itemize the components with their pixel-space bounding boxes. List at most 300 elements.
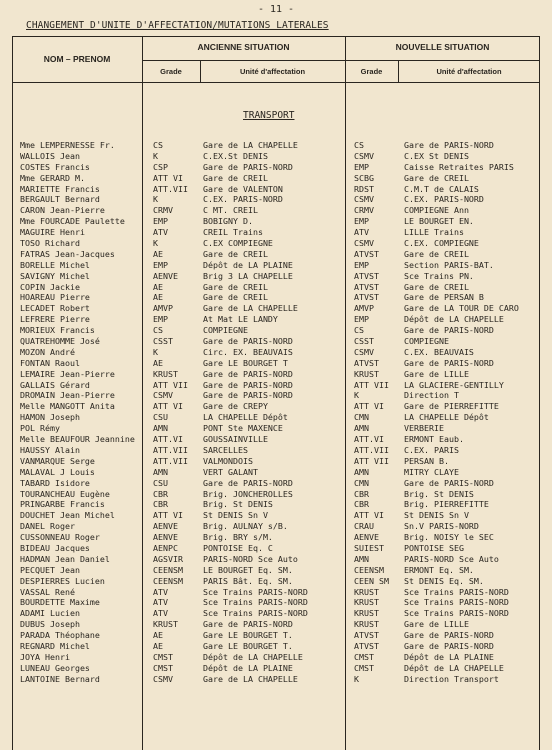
cell-new-unit: Gare de PARIS-NORD [404, 140, 494, 150]
cell-name: LEMAIRE Jean-Pierre [20, 368, 115, 379]
table-row [0, 674, 552, 685]
cell-new-grade: CSST [354, 336, 374, 347]
cell-new-grade: ATT.VII [354, 444, 389, 455]
cell-old-unit: Gare de LA CHAPELLE [203, 140, 298, 150]
cell-new-unit: COMPIEGNE [404, 336, 449, 347]
cell-new-unit: C.M.T de CALAIS [404, 183, 479, 194]
cell-old-grade: EMP [153, 314, 168, 325]
cell-old-unit: PARIS Bât. Eq. SM. [203, 575, 293, 586]
cell-old-grade: ATT VI [153, 172, 183, 183]
cell-new-grade: KRUST [354, 586, 379, 597]
cell-old-grade: CSU [153, 412, 168, 423]
cell-name: GALLAIS Gérard [20, 379, 90, 390]
cell-old-unit: Dépôt de LA CHAPELLE [203, 651, 303, 662]
cell-old-grade: ATT.VI [153, 434, 183, 445]
cell-new-grade: CBR [354, 488, 369, 499]
cell-old-unit: Gare de LA CHAPELLE [203, 303, 298, 314]
cell-old-grade: AE [153, 281, 163, 292]
table-row [0, 227, 552, 238]
table-row [0, 565, 552, 576]
cell-new-grade: K [354, 673, 359, 684]
table-row [0, 336, 552, 347]
cell-new-unit: Caisse Retraites PARIS [404, 161, 514, 172]
table-row [0, 543, 552, 554]
header-new-situation: NOUVELLE SITUATION [395, 42, 490, 52]
cell-old-grade: ATV [153, 227, 168, 238]
cell-new-unit: LE BOURGET EN. [404, 216, 474, 227]
cell-new-unit: Gare de LILLE [404, 619, 469, 630]
table-row [0, 499, 552, 510]
cell-new-grade: CMST [354, 651, 374, 662]
table-row [0, 587, 552, 598]
table-row [0, 194, 552, 205]
cell-name: PRINGARBE Francis [20, 499, 105, 510]
cell-old-grade: K [153, 150, 158, 161]
cell-new-unit: C.EX. PARIS-NORD [404, 194, 484, 205]
cell-new-unit: Gare de PARIS-NORD [404, 640, 494, 651]
table-row [0, 140, 552, 151]
table-row [0, 423, 552, 434]
cell-old-unit: Gare de PARIS-NORD [203, 336, 293, 347]
cell-old-unit: SARCELLES [203, 444, 248, 455]
header-name: NOM – PRENOM [43, 54, 111, 64]
cell-new-grade: ATVST [354, 640, 379, 651]
cell-name: BORELLE Michel [20, 259, 90, 270]
header-new-grade: Grade [360, 67, 383, 76]
cell-new-grade: EMP [354, 259, 369, 270]
cell-new-grade: AMN [354, 466, 369, 477]
table-row [0, 347, 552, 358]
cell-name: MORIEUX Francis [20, 325, 95, 336]
cell-new-grade: CS [354, 140, 364, 150]
cell-name: QUATREHOMME José [20, 336, 100, 347]
cell-name: MALAVAL J Louis [20, 466, 95, 477]
cell-new-unit: Gare de PARIS-NORD [404, 477, 494, 488]
table-row [0, 151, 552, 162]
cell-name: HAMON Joseph [20, 412, 80, 423]
header-new-unit: Unité d'affectation [436, 67, 502, 76]
header-old-unit: Unité d'affectation [239, 67, 306, 76]
table-row [0, 641, 552, 652]
cell-old-unit: Sce Trains PARIS-NORD [203, 597, 308, 608]
cell-old-grade: ATV [153, 608, 168, 619]
cell-old-unit: Gare LE BOURGET T. [203, 640, 293, 651]
cell-new-unit: Dépôt de LA PLAINE [404, 651, 494, 662]
cell-new-grade: CBR [354, 499, 369, 510]
cell-new-unit: Sce Trains PARIS-NORD [404, 597, 509, 608]
cell-old-grade: KRUST [153, 619, 178, 630]
cell-name: MOZON André [20, 346, 75, 357]
cell-name: FONTAN Raoul [20, 357, 80, 368]
cell-new-grade: ATT VII [354, 379, 389, 390]
table-row [0, 282, 552, 293]
cell-new-unit: MITRY CLAYE [404, 466, 459, 477]
cell-old-unit: St DENIS Sn V [203, 510, 268, 521]
cell-name: Mme FOURCADE Paulette [20, 216, 125, 227]
cell-new-unit: Direction Transport [404, 673, 499, 684]
table-row [0, 532, 552, 543]
cell-new-unit: Gare de PERSAN B [404, 292, 484, 303]
cell-new-grade: KRUST [354, 608, 379, 619]
cell-old-grade: ATT VI [153, 401, 183, 412]
cell-new-grade: KRUST [354, 368, 379, 379]
table-row [0, 412, 552, 423]
cell-new-grade: CRMV [354, 205, 374, 216]
cell-name: VANMARQUE Serge [20, 455, 95, 466]
cell-old-unit: PONT Ste MAXENCE [203, 423, 283, 434]
cell-name: ADAMI Lucien [20, 608, 80, 619]
cell-name: COPIN Jackie [20, 281, 80, 292]
cell-name: HAUSSY Alain [20, 444, 80, 455]
cell-name: FATRAS Jean-Jacques [20, 248, 115, 259]
cell-old-unit: COMPIEGNE [203, 325, 248, 336]
table-row [0, 314, 552, 325]
cell-new-unit: Sce Trains PARIS-NORD [404, 608, 509, 619]
cell-new-unit: Section PARIS-BAT. [404, 259, 494, 270]
cell-new-unit: Sce Trains PARIS-NORD [404, 586, 509, 597]
cell-name: BOURDETTE Maxime [20, 597, 100, 608]
cell-name: DOUCHET Jean Michel [20, 510, 115, 521]
cell-new-grade: ATT VI [354, 401, 384, 412]
cell-old-grade: AENPC [153, 542, 178, 553]
cell-old-grade: ATT VI [153, 510, 183, 521]
cell-old-unit: Gare de PARIS-NORD [203, 161, 293, 172]
cell-new-unit: LILLE Trains [404, 227, 464, 238]
cell-new-unit: Gare de CREIL [404, 281, 469, 292]
cell-new-grade: ATV [354, 227, 369, 238]
table-row [0, 390, 552, 401]
cell-name: LECADET Robert [20, 303, 90, 314]
cell-name: TOURANCHEAU Eugène [20, 488, 110, 499]
cell-old-unit: Gare de CREIL [203, 248, 268, 259]
cell-new-unit: Gare de PARIS-NORD [404, 357, 494, 368]
cell-old-grade: CSMV [153, 390, 173, 401]
table-row [0, 434, 552, 445]
cell-new-grade: CSMV [354, 150, 374, 161]
table-row [0, 184, 552, 195]
cell-old-unit: CREIL Trains [203, 227, 263, 238]
cell-old-unit: LE BOURGET Eq. SM. [203, 564, 293, 575]
cell-new-unit: LA GLACIERE-GENTILLY [404, 379, 504, 390]
cell-new-unit: Gare de PIERREFITTE [404, 401, 499, 412]
cell-old-grade: CMST [153, 662, 173, 673]
cell-new-grade: EMP [354, 161, 369, 172]
cell-name: DESPIERRES Lucien [20, 575, 105, 586]
table-row [0, 576, 552, 587]
cell-old-grade: CSP [153, 161, 168, 172]
cell-new-unit: Gare de PARIS-NORD [404, 630, 494, 641]
cell-new-grade: ATVST [354, 357, 379, 368]
cell-old-grade: CSMV [153, 673, 173, 684]
cell-old-unit: Brig. St DENIS [203, 499, 273, 510]
cell-old-grade: ATV [153, 597, 168, 608]
cell-old-unit: Sce Trains PARIS-NORD [203, 586, 308, 597]
table-row [0, 162, 552, 173]
cell-new-grade: CMN [354, 477, 369, 488]
cell-new-unit: Gare de LA TOUR DE CARO [404, 303, 519, 314]
cell-old-grade: AE [153, 292, 163, 303]
cell-name: Melle MANGOTT Anita [20, 401, 115, 412]
cell-old-unit: Brig. BRY s/M. [203, 532, 273, 543]
cell-new-grade: CEEN SM [354, 575, 389, 586]
cell-old-grade: AGSVIR [153, 553, 183, 564]
table-row [0, 325, 552, 336]
cell-old-grade: CSST [153, 336, 173, 347]
cell-new-grade: EMP [354, 314, 369, 325]
cell-old-grade: ATT.VII [153, 183, 188, 194]
cell-old-unit: VALMONDOIS [203, 455, 253, 466]
cell-name: CUSSONNEAU Roger [20, 532, 100, 543]
cell-name: MAGUIRE Henri [20, 227, 85, 238]
cell-new-unit: C.EX St DENIS [404, 150, 469, 161]
table-row [0, 554, 552, 565]
header-old-grade: Grade [160, 67, 182, 76]
table-row [0, 619, 552, 630]
table-row [0, 510, 552, 521]
cell-new-grade: CRAU [354, 521, 374, 532]
cell-new-grade: ATVST [354, 248, 379, 259]
cell-old-unit: Gare de CREIL [203, 292, 268, 303]
cell-new-grade: AMN [354, 553, 369, 564]
cell-new-unit: Sce Trains PN. [404, 270, 474, 281]
cell-new-grade: ATT VII [354, 455, 389, 466]
cell-old-grade: AMN [153, 466, 168, 477]
cell-name: CARON Jean-Pierre [20, 205, 105, 216]
table-row [0, 292, 552, 303]
cell-old-grade: AENVE [153, 532, 178, 543]
cell-new-grade: ATVST [354, 270, 379, 281]
cell-name: BERGAULT Bernard [20, 194, 100, 205]
cell-new-unit: Brig. PIERREFITTE [404, 499, 489, 510]
cell-old-unit: Dépôt de LA PLAINE [203, 662, 293, 673]
cell-old-unit: C.EX COMPIEGNE [203, 238, 273, 249]
cell-new-unit: Gare de PARIS-NORD [404, 325, 494, 336]
cell-old-unit: Gare LE BOURGET T. [203, 630, 293, 641]
cell-old-unit: C.EX. PARIS-NORD [203, 194, 283, 205]
table-row [0, 303, 552, 314]
cell-name: PECQUET Jean [20, 564, 80, 575]
cell-new-unit: COMPIEGNE Ann [404, 205, 469, 216]
cell-new-grade: RDST [354, 183, 374, 194]
cell-old-grade: CS [153, 325, 163, 336]
cell-old-unit: C MT. CREIL [203, 205, 258, 216]
table-row [0, 456, 552, 467]
cell-new-grade: SUIEST [354, 542, 384, 553]
cell-name: TOSO Richard [20, 238, 80, 249]
table-row [0, 260, 552, 271]
cell-name: SAVIGNY Michel [20, 270, 90, 281]
cell-name: TABARD Isidore [20, 477, 90, 488]
cell-old-grade: AE [153, 640, 163, 651]
table-row [0, 380, 552, 391]
cell-old-unit: Gare de LA CHAPELLE [203, 673, 298, 684]
cell-old-unit: Gare de PARIS-NORD [203, 379, 293, 390]
cell-old-unit: Gare de VALENTON [203, 183, 283, 194]
cell-new-unit: C.EX. COMPIEGNE [404, 238, 479, 249]
table-row [0, 521, 552, 532]
cell-new-unit: Gare de LILLE [404, 368, 469, 379]
cell-new-grade: CS [354, 325, 364, 336]
cell-old-unit: PARIS-NORD Sce Auto [203, 553, 298, 564]
header-divider [142, 60, 540, 61]
cell-old-grade: CBR [153, 488, 168, 499]
cell-name: DUBUS Joseph [20, 619, 80, 630]
cell-old-grade: AE [153, 630, 163, 641]
cell-new-unit: PERSAN B. [404, 455, 449, 466]
cell-old-grade: AE [153, 248, 163, 259]
cell-name: HOAREAU Pierre [20, 292, 90, 303]
table-row [0, 401, 552, 412]
cell-old-unit: GOUSSAINVILLE [203, 434, 268, 445]
cell-old-unit: Gare de PARIS-NORD [203, 368, 293, 379]
table-row [0, 608, 552, 619]
cell-name: JOYA Henri [20, 651, 70, 662]
cell-new-unit: Dépôt de LA CHAPELLE [404, 662, 504, 673]
table-row [0, 652, 552, 663]
cell-new-grade: AMN [354, 423, 369, 434]
cell-new-unit: PARIS-NORD Sce Auto [404, 553, 499, 564]
cell-new-grade: KRUST [354, 619, 379, 630]
cell-old-unit: VERT GALANT [203, 466, 258, 477]
cell-new-grade: CSMV [354, 346, 374, 357]
cell-old-unit: Gare de CREIL [203, 281, 268, 292]
cell-new-grade: ATVST [354, 292, 379, 303]
cell-new-unit: LA CHAPELLE Dépôt [404, 412, 489, 423]
section-title: TRANSPORT [243, 110, 295, 121]
cell-old-grade: CEENSM [153, 564, 183, 575]
cell-new-unit: C.EX. PARIS [404, 444, 459, 455]
cell-name: DANEL Roger [20, 521, 75, 532]
cell-name: LUNEAU Georges [20, 662, 90, 673]
cell-new-unit: ERMONT Eq. SM. [404, 564, 474, 575]
cell-old-grade: KRUST [153, 368, 178, 379]
cell-name: DROMAIN Jean-Pierre [20, 390, 115, 401]
cell-new-grade: SCBG [354, 172, 374, 183]
cell-old-grade: CMST [153, 651, 173, 662]
document-title: CHANGEMENT D'UNITE D'AFFECTATION/MUTATIONS LATERALES [26, 20, 329, 31]
cell-name: Mme GERARD M. [20, 172, 85, 183]
cell-new-grade: ATT VI [354, 510, 384, 521]
page-number: - 11 - [257, 4, 295, 15]
header-bottom-line [12, 82, 540, 83]
cell-old-grade: ATT VII [153, 379, 188, 390]
table-row [0, 205, 552, 216]
cell-new-unit: St DENIS Sn V [404, 510, 469, 521]
table-row [0, 489, 552, 500]
cell-old-grade: EMP [153, 216, 168, 227]
cell-old-unit: Gare de CREIL [203, 172, 268, 183]
cell-new-grade: CSMV [354, 238, 374, 249]
cell-old-grade: AENVE [153, 270, 178, 281]
cell-name: POL Rémy [20, 423, 60, 434]
cell-new-grade: ATVST [354, 630, 379, 641]
cell-new-unit: Brig. St DENIS [404, 488, 474, 499]
table-row [0, 369, 552, 380]
table-row [0, 358, 552, 369]
cell-new-grade: CEENSM [354, 564, 384, 575]
cell-old-unit: Dépôt de LA PLAINE [203, 259, 293, 270]
table-row [0, 597, 552, 608]
cell-old-grade: AE [153, 357, 163, 368]
cell-new-grade: CSMV [354, 194, 374, 205]
cell-old-grade: AMN [153, 423, 168, 434]
cell-old-grade: CEENSM [153, 575, 183, 586]
cell-name: PARADA Théophane [20, 630, 100, 641]
cell-old-unit: Brig 3 LA CHAPELLE [203, 270, 293, 281]
table-row [0, 216, 552, 227]
table-row [0, 663, 552, 674]
cell-name: Melle BEAUFOUR Jeannine [20, 434, 135, 445]
cell-new-unit: Sn.V PARIS-NORD [404, 521, 479, 532]
cell-new-grade: CMN [354, 412, 369, 423]
cell-new-grade: ATVST [354, 281, 379, 292]
cell-old-unit: Brig. AULNAY s/B. [203, 521, 288, 532]
cell-new-unit: PONTOISE SEG [404, 542, 464, 553]
cell-old-unit: Gare de PARIS-NORD [203, 619, 293, 630]
table-row [0, 173, 552, 184]
cell-new-unit: ERMONT Eaub. [404, 434, 464, 445]
cell-new-unit: C.EX. BEAUVAIS [404, 346, 474, 357]
cell-new-unit: Brig. NOISY le SEC [404, 532, 494, 543]
cell-new-unit: Gare de CREIL [404, 172, 469, 183]
cell-old-unit: BOBIGNY D. [203, 216, 253, 227]
cell-new-unit: VERBERIE [404, 423, 444, 434]
cell-old-unit: PONTOISE Eq. C [203, 542, 273, 553]
cell-new-grade: CMST [354, 662, 374, 673]
cell-new-unit: Gare de CREIL [404, 248, 469, 259]
cell-old-unit: Gare de PARIS-NORD [203, 390, 293, 401]
cell-old-grade: AMVP [153, 303, 173, 314]
cell-new-grade: ATT.VI [354, 434, 384, 445]
cell-new-grade: AMVP [354, 303, 374, 314]
cell-name: WALLOIS Jean [20, 150, 80, 161]
cell-old-grade: ATT.VII [153, 444, 188, 455]
cell-name: COSTES Francis [20, 161, 90, 172]
cell-name: VASSAL René [20, 586, 75, 597]
table-row [0, 467, 552, 478]
cell-old-grade: AENVE [153, 521, 178, 532]
cell-old-unit: At Mat LE LANDY [203, 314, 278, 325]
cell-old-grade: CBR [153, 499, 168, 510]
table-row [0, 271, 552, 282]
table-body [0, 140, 552, 685]
table-row [0, 630, 552, 641]
cell-new-grade: EMP [354, 216, 369, 227]
cell-old-unit: Gare de PARIS-NORD [203, 477, 293, 488]
cell-old-unit: C.EX.St DENIS [203, 150, 268, 161]
cell-old-grade: ATT.VII [153, 455, 188, 466]
cell-old-grade: K [153, 194, 158, 205]
cell-name: REGNARD Michel [20, 640, 90, 651]
header-old-situation: ANCIENNE SITUATION [197, 42, 290, 52]
cell-old-unit: Circ. EX. BEAUVAIS [203, 346, 293, 357]
cell-new-unit: St DENIS Eq. SM. [404, 575, 484, 586]
cell-old-grade: CRMV [153, 205, 173, 216]
cell-old-unit: Gare LE BOURGET T [203, 357, 288, 368]
cell-old-grade: K [153, 238, 158, 249]
cell-old-grade: EMP [153, 259, 168, 270]
cell-old-unit: Brig. JONCHEROLLES [203, 488, 293, 499]
cell-name: LEFRERE Pierre [20, 314, 90, 325]
table-row [0, 238, 552, 249]
cell-name: MARIETTE Francis [20, 183, 100, 194]
table-row [0, 445, 552, 456]
cell-old-grade: ATV [153, 586, 168, 597]
cell-new-grade: KRUST [354, 597, 379, 608]
cell-old-grade: CSU [153, 477, 168, 488]
cell-old-unit: Sce Trains PARIS-NORD [203, 608, 308, 619]
cell-name: BIDEAU Jacques [20, 542, 90, 553]
